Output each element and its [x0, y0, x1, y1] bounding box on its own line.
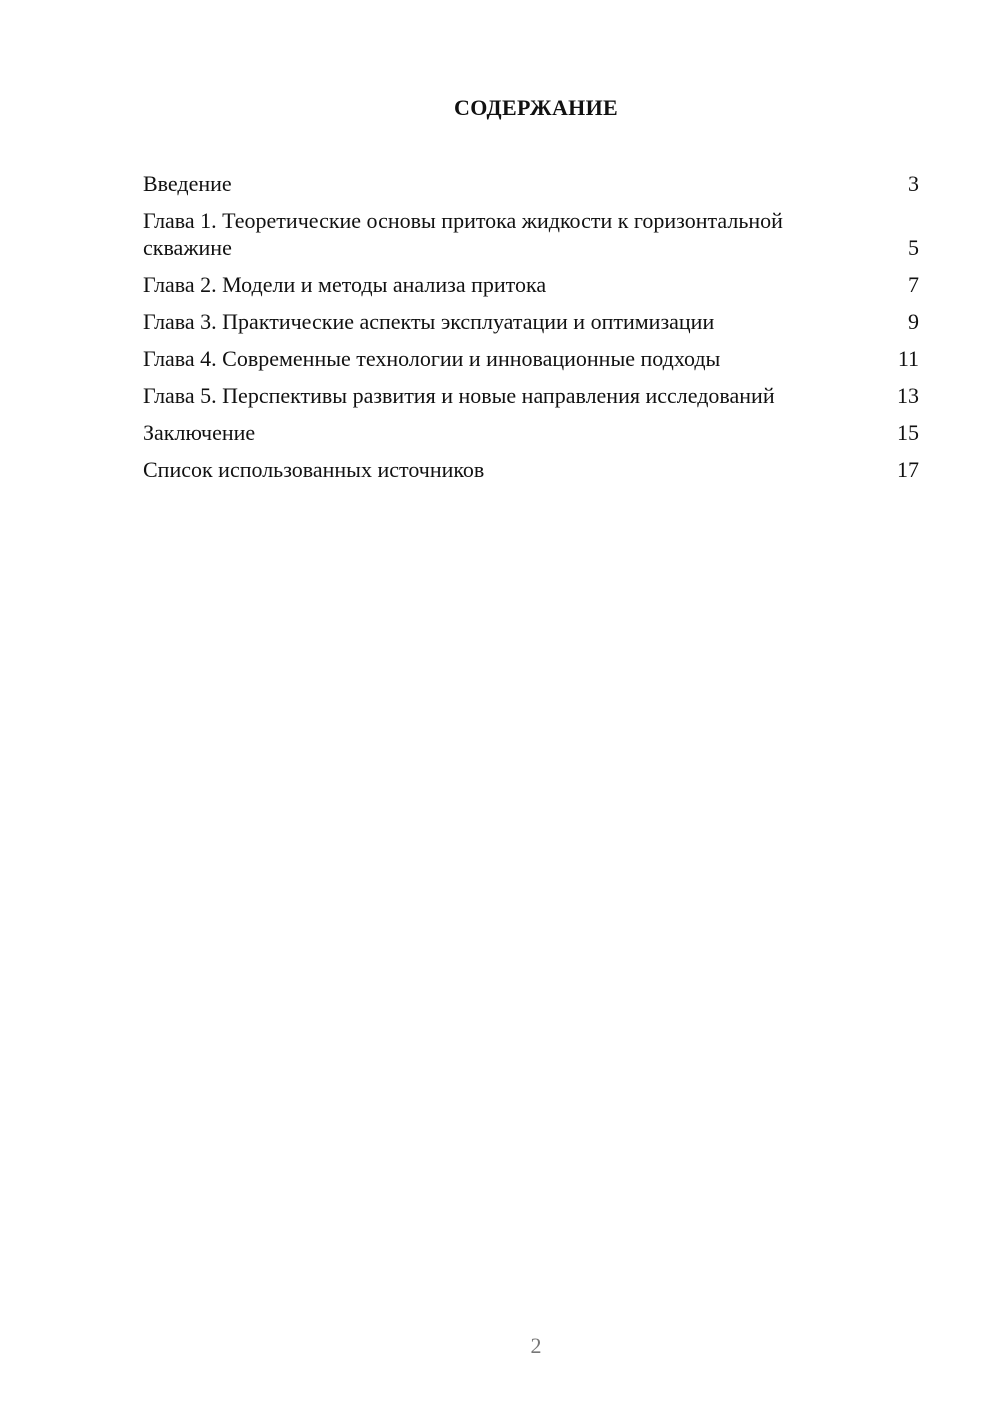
toc-entry-page: 17: [897, 457, 919, 482]
page-number: 2: [530, 1333, 542, 1358]
toc-entry-conclusion: [143, 419, 919, 446]
toc-entry-label: Глава 1. Теоретические основы притока жидкости к горизонтальной скважине: [143, 208, 783, 260]
page-title: СОДЕРЖАНИЕ: [454, 95, 618, 120]
toc-entry-label: Список использованных источников: [143, 457, 485, 482]
toc-entry-chapter-2: [143, 271, 919, 298]
toc-entry-chapter-4: [143, 345, 919, 372]
toc-entry-label: Глава 2. Модели и методы анализа притока: [143, 272, 547, 297]
toc-entry-page: 11: [897, 346, 919, 371]
toc-entry-introduction: [143, 170, 919, 197]
toc-entry-page: 7: [908, 272, 919, 297]
toc-entry-page: 3: [908, 171, 919, 196]
toc-entry-page: 9: [908, 309, 919, 334]
toc-entry-chapter-1: [143, 207, 919, 261]
toc-entry-label: Заключение: [143, 420, 256, 445]
toc-entry-page: 15: [897, 420, 919, 445]
toc-entry-page: 5: [908, 235, 919, 260]
toc-entry-page: 13: [897, 383, 919, 408]
toc-entry-label: Введение: [143, 171, 232, 196]
toc-entry-chapter-5: [143, 382, 919, 409]
toc-entry-label: Глава 3. Практические аспекты эксплуатации и оптимизации: [143, 309, 715, 334]
table-of-contents: [143, 170, 919, 493]
toc-entry-chapter-3: [143, 308, 919, 335]
toc-entry-label: Глава 5. Перспективы развития и новые направления исследований: [143, 383, 775, 408]
toc-entry-label: Глава 4. Современные технологии и инновационные подходы: [143, 346, 721, 371]
toc-entry-references: [143, 456, 919, 483]
